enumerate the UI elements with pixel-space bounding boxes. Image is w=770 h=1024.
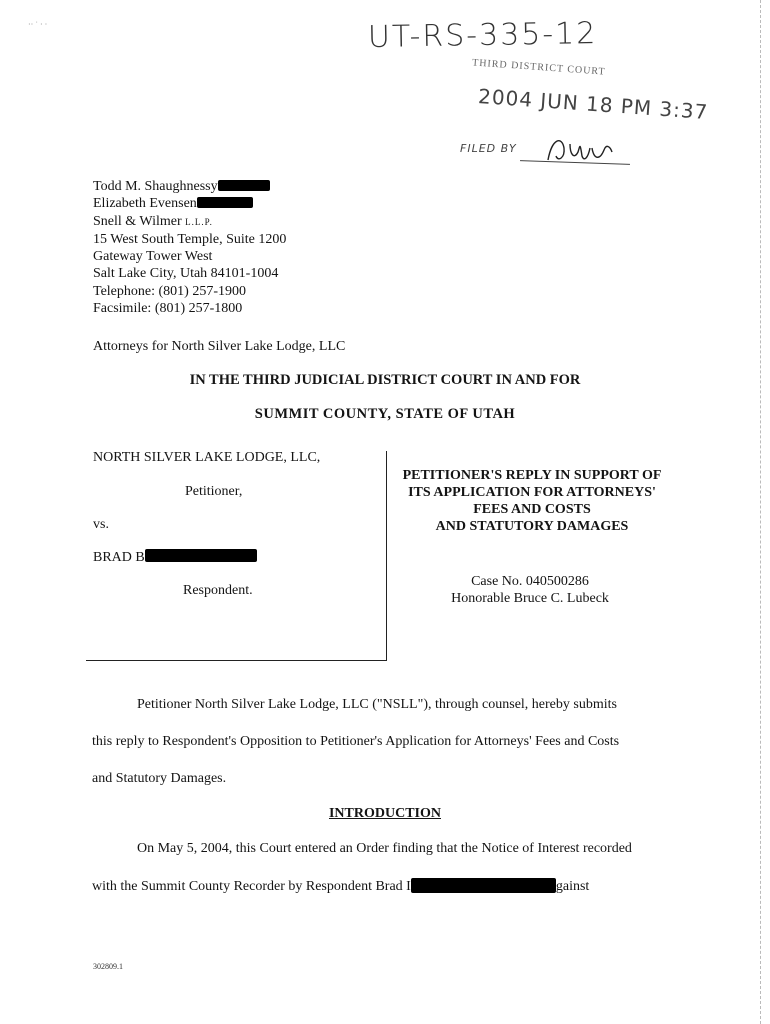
attorney-block — [93, 178, 286, 317]
attorney-line — [93, 213, 286, 231]
section-heading: INTRODUCTION — [328, 806, 441, 821]
paragraph-text: with the Summit County Recorder by Respondent Brad I — [92, 879, 411, 894]
caption-divider — [386, 451, 387, 661]
document-title-line: PETITIONER'S REPLY IN SUPPORT OF — [402, 468, 662, 483]
fax-line: Facsimile: (801) 257-1800 — [93, 301, 243, 317]
petitioner-role: Petitioner, — [185, 484, 243, 499]
attorney-line — [93, 195, 286, 212]
attorney-line — [93, 178, 286, 195]
redaction-bar — [145, 549, 257, 562]
address-line: Gateway Tower West — [93, 249, 213, 265]
redaction-bar — [197, 197, 253, 208]
signature-mark — [540, 130, 630, 170]
address-line: 15 West South Temple, Suite 1200 — [93, 231, 287, 247]
document-title — [389, 467, 675, 535]
respondent-role: Respondent. — [183, 583, 253, 598]
paragraph-line: and Statutory Damages. — [92, 771, 227, 786]
attorney-name: Elizabeth Evensen — [93, 196, 197, 212]
court-title: IN THE THIRD JUDICIAL DISTRICT COURT IN AND FOR — [189, 372, 581, 388]
scan-specks: ·· ˙ · · — [28, 20, 48, 29]
firm-name: Snell & Wilmer — [93, 213, 182, 229]
redaction-bar — [218, 180, 270, 191]
paragraph-line — [92, 878, 589, 895]
court-county-title: SUMMIT COUNTY, STATE OF UTAH — [254, 406, 516, 422]
phone-line: Telephone: (801) 257-1900 — [93, 283, 246, 299]
attorneys-for: Attorneys for North Silver Lake Lodge, LLC — [93, 339, 346, 354]
address-line: Salt Lake City, Utah 84101-1004 — [93, 266, 279, 282]
paragraph-line: Petitioner North Silver Lake Lodge, LLC ("NSLL"), through counsel, hereby submits — [137, 697, 617, 712]
court-stamp-label: THIRD DISTRICT COURT — [471, 57, 606, 78]
respondent-name: BRAD B — [93, 550, 145, 565]
versus: vs. — [93, 517, 109, 532]
paragraph-line: this reply to Respondent's Opposition to Petitioner's Application for Attorneys' Fees and Costs — [92, 734, 620, 749]
document-id: 302809.1 — [93, 962, 123, 971]
redaction-bar — [411, 878, 556, 893]
case-info — [389, 573, 671, 607]
document-title-line: AND STATUTORY DAMAGES — [435, 519, 629, 534]
scan-edge-artifact — [760, 0, 762, 1024]
case-number: Case No. 040500286 — [471, 574, 589, 589]
filed-by-label: FILED BY — [460, 142, 517, 155]
paragraph-line: On May 5, 2004, this Court entered an Order finding that the Notice of Interest recorded — [137, 841, 632, 856]
caption-underline — [86, 660, 386, 661]
attorney-name: Todd M. Shaughnessy — [93, 179, 218, 194]
firm-suffix: L.L.P. — [185, 216, 213, 227]
petitioner-name: NORTH SILVER LAKE LODGE, LLC, — [93, 450, 321, 465]
document-title-line: ITS APPLICATION FOR ATTORNEYS' — [408, 485, 656, 500]
judge-name: Honorable Bruce C. Lubeck — [451, 591, 609, 606]
document-title-line: FEES AND COSTS — [473, 502, 591, 517]
handwritten-case-number: UT-RS-335-12 — [367, 16, 598, 55]
paragraph-text: gainst — [555, 879, 590, 894]
court-stamp-date: 2004 JUN 18 PM 3:37 — [477, 83, 710, 125]
respondent-line — [93, 549, 257, 566]
